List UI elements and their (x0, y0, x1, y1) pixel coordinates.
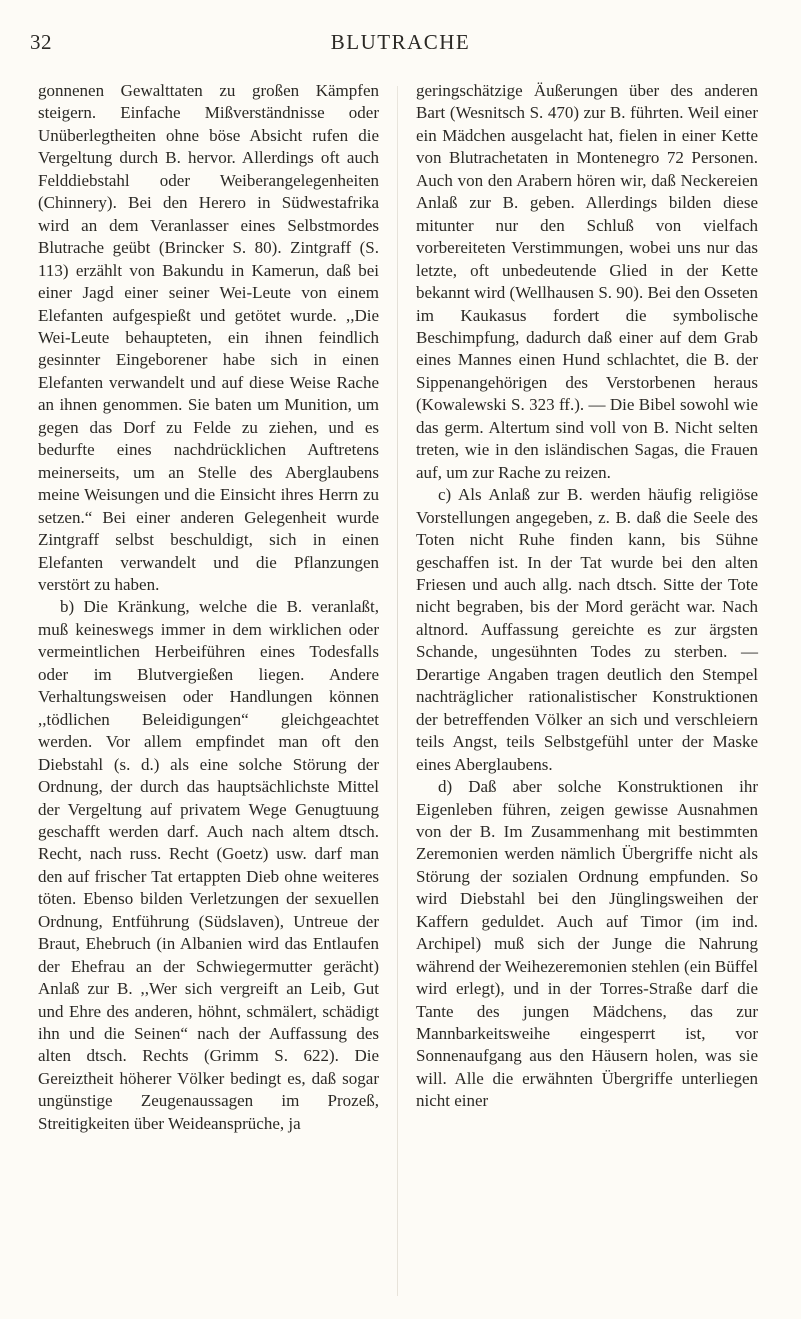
left-paragraph-2: b) Die Kränkung, welche die B. veranlaßt, muß keineswegs immer in dem wirklichen oder vermeintlichen Herbeiführen eines Todesfalls oder im Blutvergießen liegen. Andere Verhaltungsweisen oder Handlungen können ,,tödlichen Beleidigungen“ gleichgeachtet werden. Vor allem empfindet man oft den Diebstahl (s. d.) als eine solche Störung der Ordnung, der durch das hauptsächlichste Mittel der Vergeltung auf privatem Wege Genugtuung geschafft werden darf. Auch nach altem dtsch. Recht, nach russ. Recht (Goetz) usw. darf man den auf frischer Tat ertappten Dieb ohne weiteres töten. Ebenso bilden Verletzungen der sexuellen Ordnung, Entführung (Südslaven), Untreue der Braut, Ehebruch (in Albanien wird das Entlaufen der Ehefrau an der Schwiegermutter gerächt) Anlaß zur B. ,,Wer sich vergreift an Leib, Gut und Ehre des anderen, höhnt, schmälert, schädigt ihn und die Seinen“ nach der Auffassung des alten dtsch. Rechts (Grimm S. 622). Die Gereiztheit höherer Völker bedingt es, daß sogar ungünstige Zeugenaussagen im Prozeß, Streitigkeiten über Weideansprüche, ja (38, 597, 379, 1133)
left-column (38, 80, 379, 1135)
running-head: BLUTRACHE (330, 30, 471, 54)
right-paragraph-2: c) Als Anlaß zur B. werden häufig religiöse Vorstellungen angegeben, z. B. daß die Seele des Toten nicht Ruhe finden kann, bis Sühne geschaffen ist. In der Tat wurde bei den alten Friesen und auch allg. nach dtsch. Sitte der Tote nicht begraben, bis der Mord gerächt war. Nach altnord. Auffassung gereichte es zur ärgsten Schande, ungesühnten Todes zu sterben. — Derartige Angaben tragen deutlich den Stempel nachträglicher rationalistischer Konstruktionen der betreffenden Völker an sich und verschleiern teils Angst, teils Selbstgefühl unter der Maske eines Aberglaubens. (416, 485, 758, 774)
page-number: 32 (30, 30, 52, 54)
right-paragraph-3: d) Daß aber solche Konstruktionen ihr Eigenleben führen, zeigen gewisse Ausnahmen von der B. Im Zusammenhang mit bestimmten Zeremonien werden nämlich Übergriffe nicht als Störung der sozialen Ordnung empfunden. So wird Diebstahl bei den Jünglingsweihen der Kaffern geduldet. Auch auf Timor (im ind. Archipel) muß sich der Junge die Nahrung während der Weihezeremonien stehlen (ein Büffel wird erlegt), und in der Torres-Straße darf die Tante des jungen Mädchens, das zur Mannbarkeitsweihe eingesperrt ist, vor Sonnenaufgang aus den Häusern holen, was sie will. Alle die erwähnten Übergriffe unterliegen nicht einer (416, 777, 758, 1111)
right-paragraph-1: geringschätzige Äußerungen über des anderen Bart (Wesnitsch S. 470) zur B. führten. Weil einer ein Mädchen ausgelacht hat, fielen in einer Kette von Blutrachetaten in Montenegro 72 Personen. Auch von den Arabern hören wir, daß Neckereien Anlaß zur B. geben. Allerdings bilden diese mitunter nur den Schluß von vielfach vorbereiteten Verstimmungen, wobei uns nur das letzte, oft unbedeutende Glied in der Kette bekannt wird (Wellhausen S. 90). Bei den Osseten im Kaukasus fordert die symbolische Beschimpfung, dadurch daß einer auf dem Grab eines Mannes einen Hund schlachtet, die B. der Sippenangehörigen des Verstorbenen heraus (Kowalewski S. 323 ff.). — Die Bibel sowohl wie das germ. Altertum sind voll von B. Nicht selten treten, wie in den isländischen Sagas, die Frauen auf, um zur Rache zu reizen. (416, 81, 758, 482)
left-paragraph-1: gonnenen Gewalttaten zu großen Kämpfen steigern. Einfache Mißverständnisse oder Unüberlegtheiten ohne böse Absicht rufen die Vergeltung durch B. hervor. Allerdings oft auch Felddiebstahl oder Weiberangelegenheiten (Chinnery). Bei den Herero in Südwestafrika wird an dem Veranlasser eines Selbstmordes Blutrache geübt (Brincker S. 80). Zintgraff (S. 113) erzählt von Bakundu in Kamerun, daß bei einer Jagd einer seiner Wei-Leute von einem Elefanten aufgespießt und getötet wurde. ,,Die Wei-Leute behaupteten, ein ihnen feindlich gesinnter Eingeborener habe sich in einen Elefanten verwandelt und auf diese Weise Rache an ihnen genommen. Sie baten um Munition, um gegen das Dorf zu Felde zu ziehen, und es bedurfte eines nachdrücklichen Auftretens meinerseits, um an Stelle des Aberglaubens meine Weisungen und die Einsicht ihres Herrn zu setzen.“ Bei einer anderen Gelegenheit wurde Zintgraff selbst beschuldigt, sich in einen Elefanten verwandelt und die Pflanzungen verstört zu haben. (38, 81, 379, 594)
right-column (416, 80, 758, 1113)
column-gutter-rule (397, 86, 398, 1296)
